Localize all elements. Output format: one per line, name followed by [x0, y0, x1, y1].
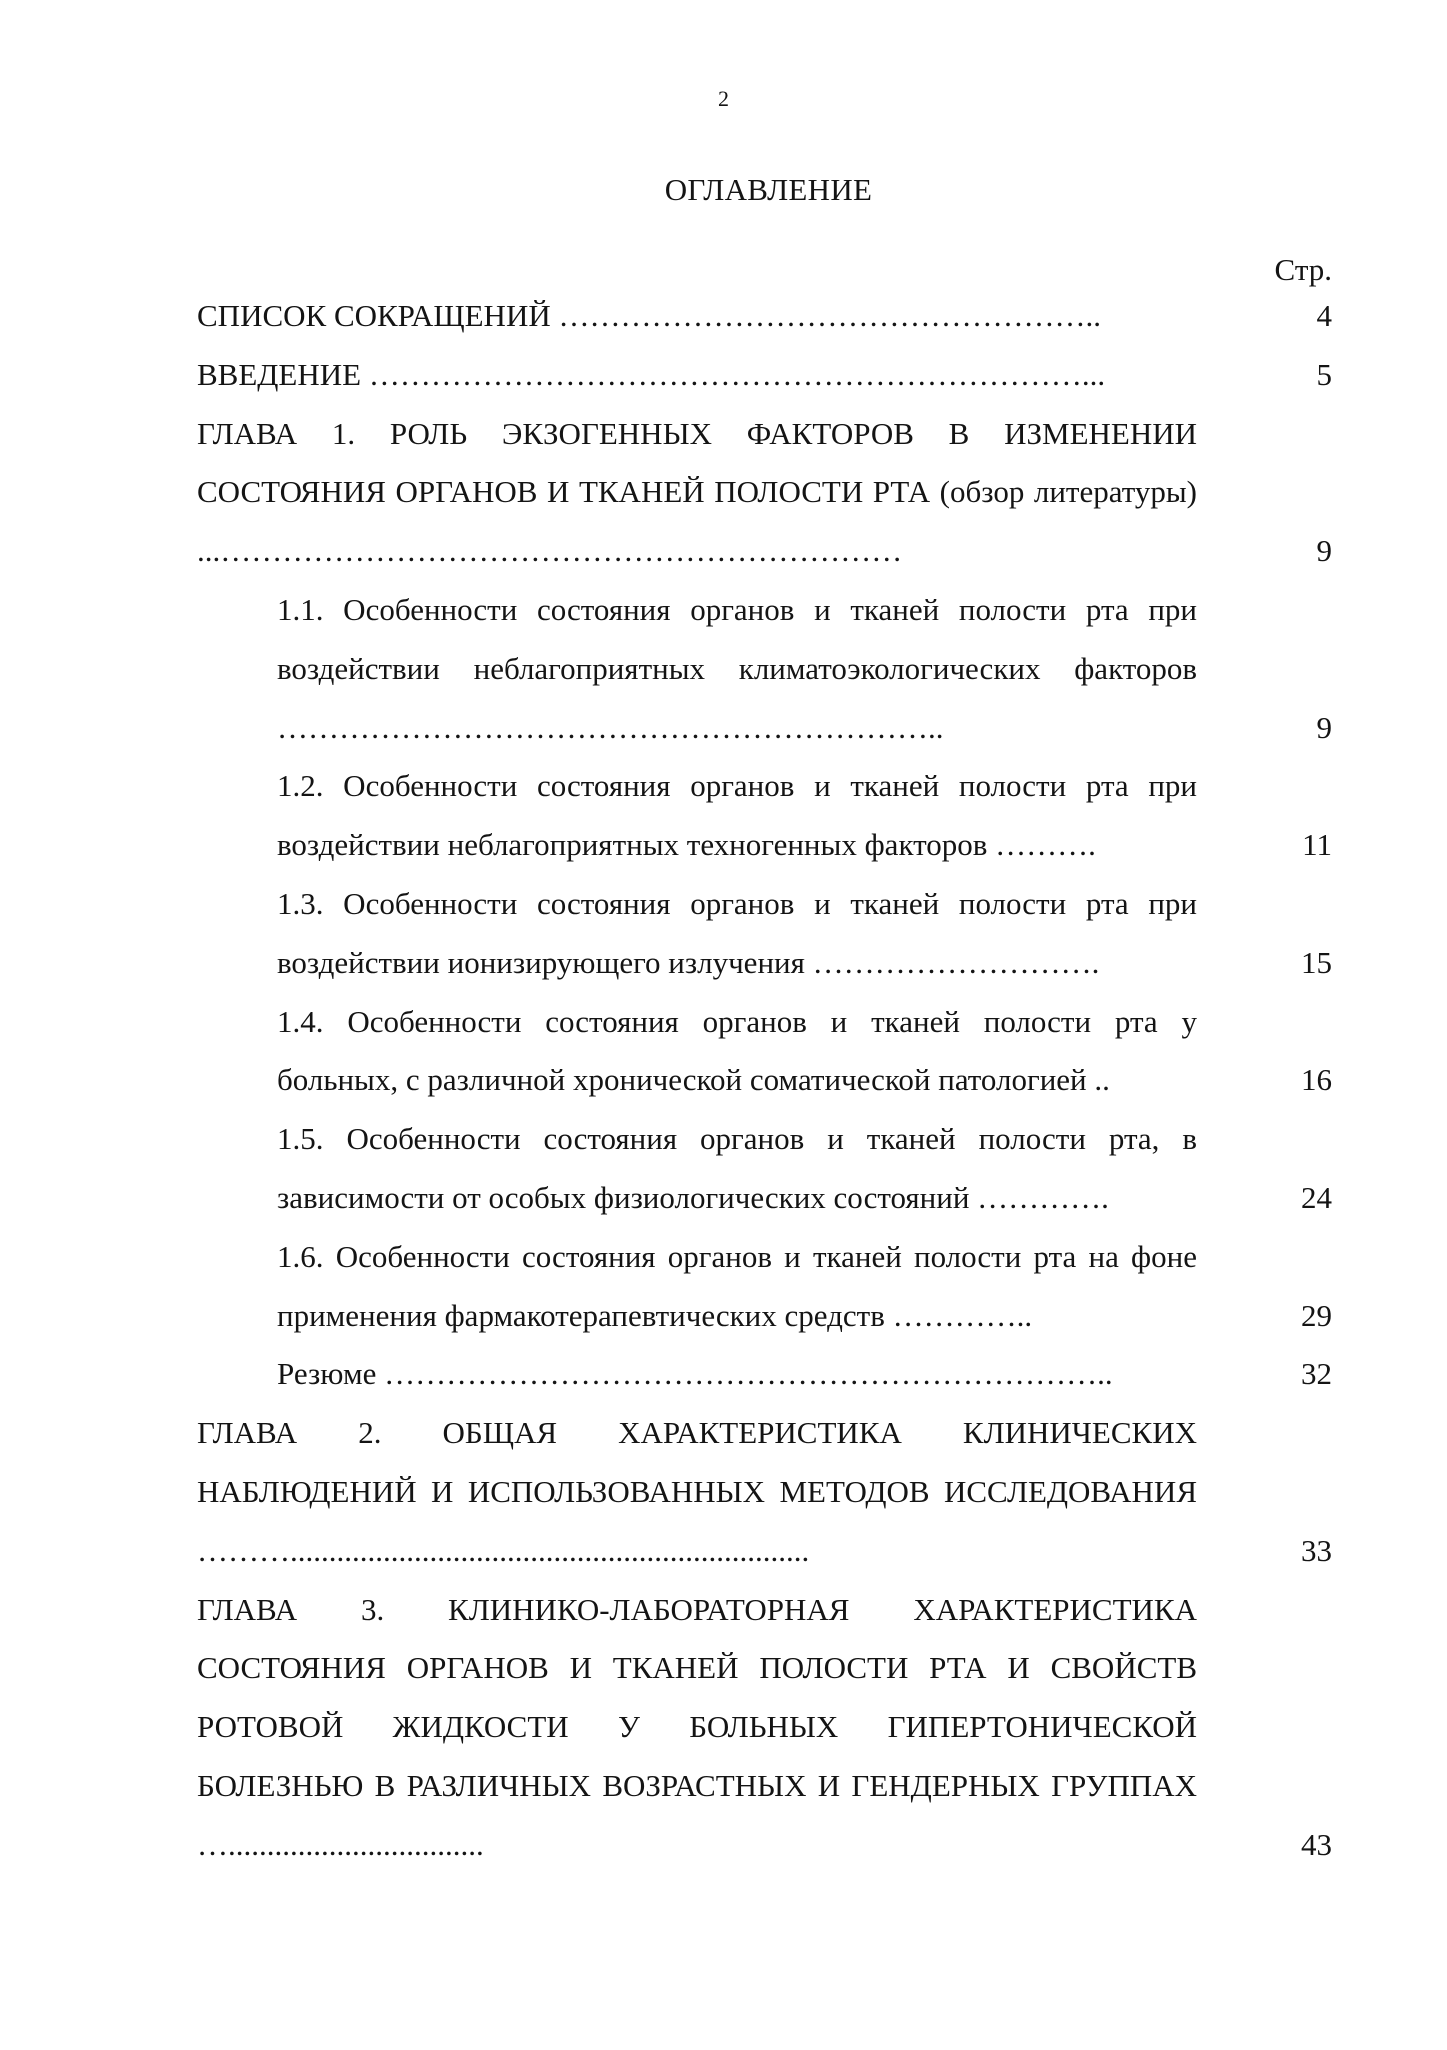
toc-entry-title: 1.4. Особенности состояния органов и тканей полости рта у больных, с различной хронической соматической патологией .. — [277, 1003, 1197, 1098]
toc-entry-page: 9 — [1316, 709, 1332, 745]
toc-entry-section-1-1 — [197, 581, 1332, 757]
toc-heading: ОГЛАВЛЕНИЕ — [664, 172, 873, 207]
toc-entry-section-1-5 — [197, 1110, 1332, 1228]
toc-entry-page: 15 — [1301, 944, 1332, 980]
toc-entry-title: 1.3. Особенности состояния органов и тканей полости рта при воздействии ионизирующего излучения ………………………. — [277, 885, 1197, 980]
toc-entry-chapter-2 — [197, 1404, 1332, 1580]
table-of-contents — [197, 287, 1332, 1875]
toc-entry-page: 32 — [1301, 1356, 1332, 1392]
toc-entry-section-1-2 — [197, 757, 1332, 875]
page-column-label: Стр. — [1274, 252, 1332, 287]
toc-entry-page: 9 — [1316, 533, 1332, 569]
toc-entry-section-1-6 — [197, 1228, 1332, 1346]
page-number: 2 — [718, 86, 729, 111]
toc-entry-abbreviations — [197, 287, 1332, 346]
toc-entry-title: ВВЕДЕНИЕ ……………………………………………………………... — [197, 356, 1106, 392]
toc-entry-title: ГЛАВА 1. РОЛЬ ЭКЗОГЕННЫХ ФАКТОРОВ В ИЗМЕНЕНИИ СОСТОЯНИЯ ОРГАНОВ И ТКАНЕЙ ПОЛОСТИ РТА (обзор литературы) ...………………………………………………………… — [197, 415, 1197, 569]
toc-entry-page: 16 — [1301, 1062, 1332, 1098]
toc-entry-title: 1.5. Особенности состояния органов и тканей полости рта, в зависимости от особых физиологических состояний …………. — [277, 1121, 1197, 1215]
toc-entry-section-1-3 — [197, 875, 1332, 993]
toc-entry-title: 1.2. Особенности состояния органов и тканей полости рта при воздействии неблагоприятных техногенных факторов ………. — [277, 768, 1197, 863]
toc-entry-page: 5 — [1316, 356, 1332, 392]
toc-entry-introduction — [197, 346, 1332, 405]
toc-entry-page: 11 — [1302, 827, 1332, 863]
toc-entry-section-1-4 — [197, 993, 1332, 1111]
toc-entry-page: 29 — [1301, 1297, 1332, 1333]
toc-entry-summary — [197, 1345, 1332, 1404]
toc-entry-title: СПИСОК СОКРАЩЕНИЙ …………………………………………….. — [197, 298, 1101, 333]
toc-entry-title: Резюме …………………………………………………………….. — [277, 1356, 1113, 1392]
toc-entry-title: 1.1. Особенности состояния органов и тканей полости рта при воздействии неблагоприятных климатоэкологических факторов ……………………………………………………….. — [277, 591, 1197, 745]
toc-entry-page: 24 — [1301, 1179, 1332, 1215]
toc-entry-title: ГЛАВА 2. ОБЩАЯ ХАРАКТЕРИСТИКА КЛИНИЧЕСКИХ НАБЛЮДЕНИЙ И ИСПОЛЬЗОВАННЫХ МЕТОДОВ ИССЛЕДОВАНИЯ ………................................................................... — [197, 1415, 1197, 1568]
toc-entry-page: 43 — [1301, 1826, 1332, 1862]
toc-entry-title: 1.6. Особенности состояния органов и тканей полости рта на фоне применения фармакотерапевтических средств ………….. — [277, 1238, 1197, 1333]
toc-entry-chapter-3 — [197, 1581, 1332, 1875]
toc-entry-page: 4 — [1316, 298, 1332, 333]
toc-entry-chapter-1 — [197, 405, 1332, 581]
toc-entry-title: ГЛАВА 3. КЛИНИКО-ЛАБОРАТОРНАЯ ХАРАКТЕРИСТИКА СОСТОЯНИЯ ОРГАНОВ И ТКАНЕЙ ПОЛОСТИ РТА И СВОЙСТВ РОТОВОЙ ЖИДКОСТИ У БОЛЬНЫХ ГИПЕРТОНИЧЕСКОЙ БОЛЕЗНЬЮ В РАЗЛИЧНЫХ ВОЗРАСТНЫХ И ГЕНДЕРНЫХ ГРУППАХ …................................. — [197, 1591, 1197, 1862]
toc-entry-page: 33 — [1301, 1532, 1332, 1568]
